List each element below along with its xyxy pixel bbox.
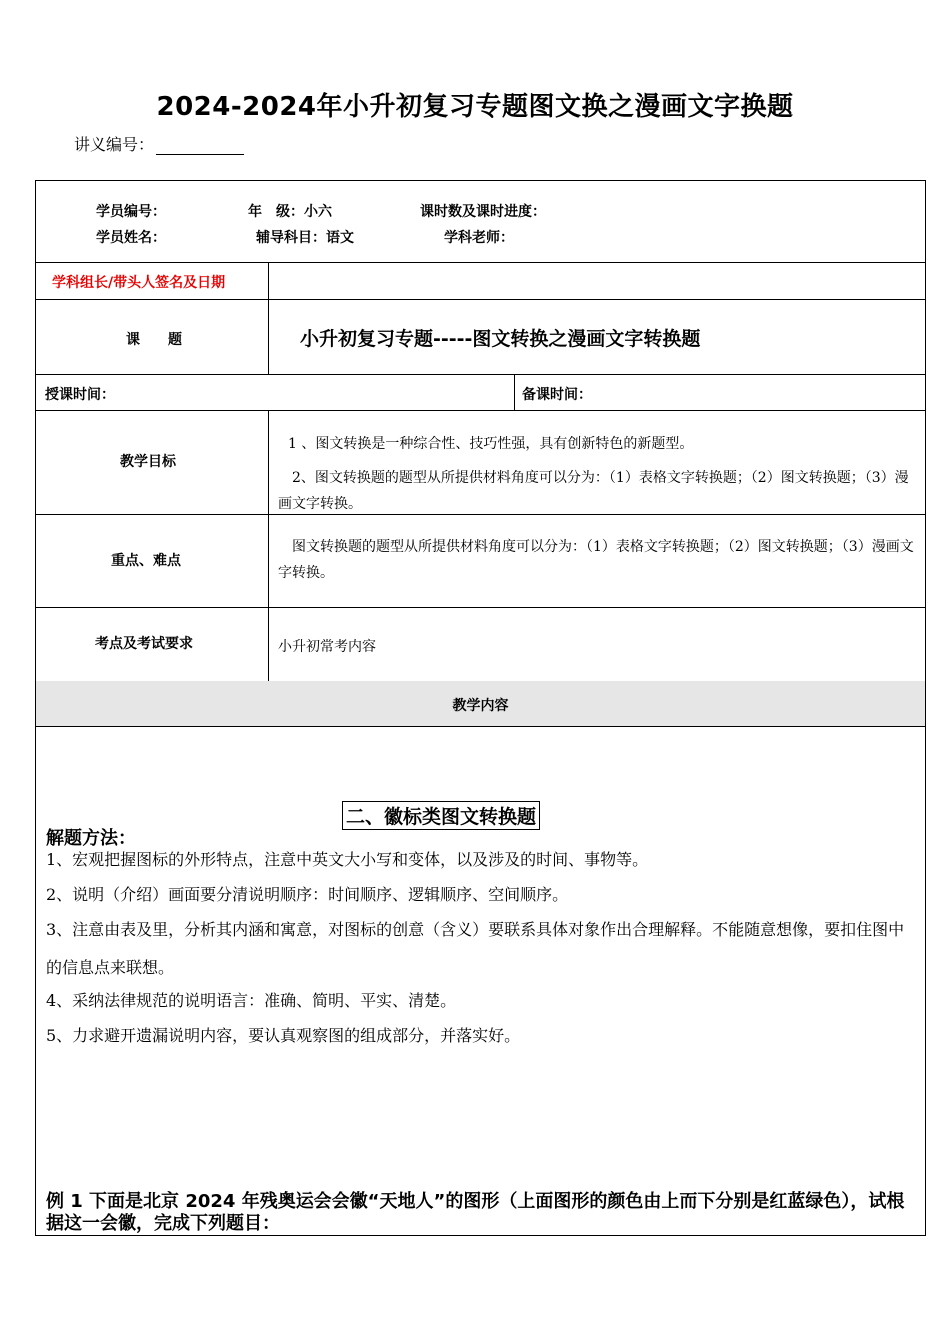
student-name-label: 学员姓名： — [96, 230, 166, 246]
method-item-2: 2、说明（介绍）画面要分清说明顺序：时间顺序、逻辑顺序、空间顺序。 — [46, 885, 569, 904]
row-divider — [36, 299, 925, 300]
group-leader-label: 学科组长/带头人签名及日期 — [52, 275, 226, 291]
document-title: 2024-2024年小升初复习专题图文换之漫画文字换题 — [156, 92, 794, 122]
method-item-1: 1、宏观把握图标的外形特点，注意中英文大小写和变体，以及涉及的时间、事物等。 — [46, 850, 649, 869]
example-1: 例 1 下面是北京 2024 年残奥运会会徽“天地人”的图形（上面图形的颜色由上而下分别是红蓝绿色），试根据这一会徽，完成下列题目： — [46, 1191, 905, 1234]
class-time-label: 授课时间： — [45, 387, 115, 403]
column-divider — [268, 262, 269, 374]
column-divider — [268, 410, 269, 681]
topic-value: 小升初复习专题-----图文转换之漫画文字转换题 — [300, 328, 701, 350]
subject-label — [256, 227, 354, 247]
lecture-number-label: 讲义编号 — [74, 135, 139, 154]
method-item-5: 5、力求避开遗漏说明内容，要认真观察图的组成部分，并落实好。 — [46, 1026, 521, 1045]
column-divider — [514, 374, 515, 410]
lecture-number-blank[interactable] — [156, 137, 244, 155]
subject-value: 语文 — [326, 230, 354, 246]
goal-line-2: 2、图文转换题的题型从所提供材料角度可以分为：（1）表格文字转换题；（2）图文转换题；（3）漫画文字转换。 — [278, 470, 909, 512]
method-item-3: 3、注意由表及里，分析其内涵和寓意，对图标的创意（含义）要联系具体对象作出合理解释。不能随意想像，要扣住图中的信息点来联想。 — [46, 920, 905, 977]
hours-label: 课时数及课时进度： — [420, 204, 546, 220]
key-points-text: 图文转换题的题型从所提供材料角度可以分为：（1）表格文字转换题；（2）图文转换题；（3）漫画文字转换。 — [278, 539, 914, 581]
row-divider — [36, 607, 925, 608]
topic-label: 课 题 — [126, 332, 182, 348]
prep-time-label: 备课时间： — [522, 387, 592, 403]
method-title: 解题方法： — [46, 828, 136, 849]
section-heading: 二、徽标类图文转换题 — [342, 801, 540, 830]
goal-line-1: 1 、图文转换是一种综合性、技巧性强，具有创新特色的新题型。 — [288, 436, 694, 452]
lecture-number — [74, 132, 244, 155]
method-item-4: 4、采纳法律规范的说明语言：准确、简明、平实、清楚。 — [46, 991, 457, 1010]
exam-label: 考点及考试要求 — [95, 636, 193, 652]
grade-label — [248, 201, 332, 221]
grade-label-text: 年 级： — [248, 204, 304, 220]
teacher-label: 学科老师： — [444, 230, 514, 246]
grade-value: 小六 — [304, 204, 332, 220]
lesson-plan-table — [35, 180, 926, 1236]
student-id-label: 学员编号： — [96, 204, 166, 220]
subject-label-text: 辅导科目： — [256, 230, 326, 246]
row-divider — [36, 374, 925, 375]
key-points-label: 重点、难点 — [111, 553, 181, 569]
goal-label: 教学目标 — [120, 454, 176, 470]
row-divider — [36, 726, 925, 727]
lecture-number-colon: ： — [138, 135, 155, 154]
row-divider — [36, 410, 925, 411]
row-divider — [36, 262, 925, 263]
exam-text: 小升初常考内容 — [278, 639, 376, 655]
teaching-content-label: 教学内容 — [452, 698, 509, 714]
